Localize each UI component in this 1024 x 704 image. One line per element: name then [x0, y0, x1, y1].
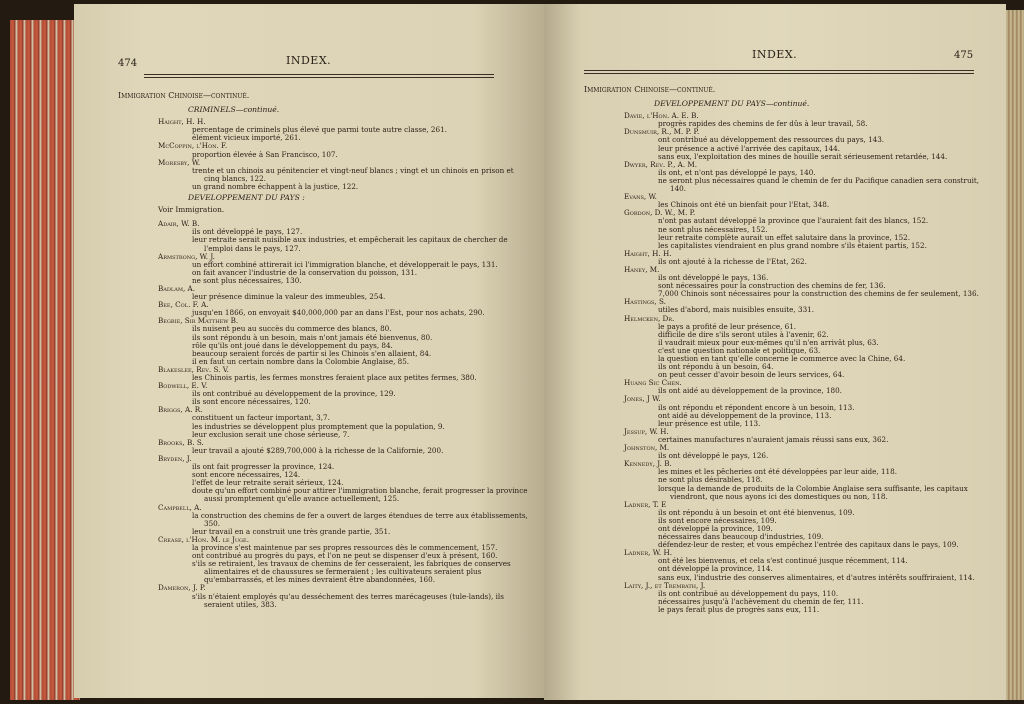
entry-line: ils ont contribué au développement du pays, 110. [658, 588, 839, 598]
entry-name: Dwyer, Rev. P., A. M. [624, 159, 698, 169]
entry-line: il en faut un certain nombre dans la Colombie Anglaise, 85. [192, 356, 410, 366]
entry-line: la construction des chemins de fer a ouvert de larges étendues de terre aux établissements, 350. [192, 510, 528, 528]
entry-name: Bryden, J. [158, 453, 192, 463]
entry-line: ils ont contribué au développement de la province, 129. [192, 389, 396, 399]
entry-line: les industries se développent plus promptement que la population, 9. [192, 421, 445, 431]
entry-name: Ladner, T. E [624, 499, 667, 509]
entry-line: il vaudrait mieux pour eux-mêmes qu'il n'en arrivât plus, 63. [658, 337, 879, 347]
index-entry [624, 193, 996, 209]
page-number: 475 [954, 50, 974, 61]
entry-line: les Chinois partis, les fermes monstres feraient place aux petites fermes, 380. [192, 373, 477, 382]
entry-line: ils nuisent peu au succès du commerce des blancs, 80. [192, 324, 392, 334]
entry-line: on peut cesser d'avoir besoin de leurs services, 64. [658, 370, 845, 380]
entry-name: Davie, l'Hon. A. E. B. [624, 111, 699, 121]
entry-line: ne seront plus nécessaires quand le chemin de fer du Pacifique canadien sera construit, 140. [658, 175, 980, 194]
entry-line: c'est une question nationale et politique, 63. [658, 345, 821, 355]
entry-line: leur présence diminue la valeur des immeubles, 254. [192, 292, 386, 302]
index-entry [624, 460, 996, 500]
index-entry [158, 220, 530, 252]
section-heading: Immigration Chinoise—continué. [584, 85, 716, 94]
entry-line: percentage de criminels plus élevé que parmi toute autre classe, 261. [192, 125, 447, 135]
entry-line: ont été les bienvenus, et cela s'est continué jusque récemment, 114. [658, 556, 908, 566]
entry-line: ils sont encore nécessaires, 109. [658, 515, 777, 525]
index-entry [158, 439, 530, 455]
entry-line: leur exclusion serait une chose sérieuse, 7. [192, 429, 350, 439]
index-entry [158, 382, 530, 406]
index-entry [158, 536, 530, 585]
entry-line: proportion élevée à San Francisco, 107. [192, 149, 338, 159]
index-entry [624, 501, 996, 550]
index-content [584, 86, 996, 614]
entry-name: Badlam, A. [158, 283, 195, 293]
entry-name: Haney, M. [624, 264, 660, 274]
index-entry [158, 406, 530, 438]
entry-line: constituent un facteur important, 3,7. [192, 413, 330, 423]
index-entry [624, 444, 996, 460]
entry-line: difficile de dire s'ils seront utiles à l'avenir, 62. [658, 329, 829, 339]
index-entry [158, 504, 530, 536]
entry-line: ils ont développé le pays, 136. [658, 273, 769, 283]
entry-line: ont aidé au développement de la province, 113. [658, 410, 832, 420]
entry-name: Haight, H. H. [158, 117, 206, 127]
index-entry [624, 112, 996, 128]
entry-line: lorsque la demande de produits de la Colombie Anglaise sera suffisante, les capitaux viendront, que nous ayons ici des domestiques ou non, 118. [658, 483, 968, 501]
entry-line: leur retraite complète aurait un effet salutaire dans la province, 152. [658, 232, 911, 242]
entry-line: sans eux, l'exploitation des mines de houille serait sérieusement retardée, 144. [658, 151, 948, 161]
entry-name: Hastings, S. [624, 297, 666, 307]
header-rule [144, 74, 494, 78]
entry-line: ne sont plus nécessaires, 130. [192, 275, 302, 285]
entry-name: McCoppin, l'Hon. F. [158, 141, 228, 151]
entry-name: Brooks, B. S. [158, 437, 204, 447]
entry-name: Dunsmuir, R., M. P. P. [624, 127, 700, 137]
index-entry [158, 584, 530, 608]
right-page [544, 4, 1006, 700]
index-entry [158, 366, 530, 382]
running-header: INDEX. [286, 54, 332, 67]
index-entry [624, 298, 996, 314]
entry-line: nécessaires jusqu'à l'achèvement du chemin de fer, 111. [658, 596, 864, 606]
index-entry [624, 549, 996, 581]
entry-line: rôle qu'ils ont joué dans le développement du pays, 84. [192, 340, 393, 350]
index-entry [158, 118, 530, 142]
index-entry [624, 209, 996, 249]
entry-name: Kennedy, J. B. [624, 459, 672, 469]
index-entry [624, 428, 996, 444]
entry-name: Crease, l'Hon. M. le Juge. [158, 534, 249, 544]
entry-line: utiles d'abord, mais nuisibles ensuite, 331. [658, 305, 814, 315]
entry-name: Gordon, D. W., M. P. [624, 208, 696, 218]
index-entry [624, 315, 996, 380]
index-content [118, 92, 530, 609]
entry-line: s'ils n'étaient employés qu'au desséchement des terres marécageuses (tule-lands), ils seraient utiles, 383. [192, 591, 504, 609]
entry-name: Jessup, W. H. [624, 426, 669, 436]
entry-line: ils ont fait progresser la province, 124. [192, 462, 335, 472]
entry-name: Laity, J., et Trembath, J. [624, 580, 706, 590]
entry-line: certaines manufactures n'auraient jamais réussi sans eux, 362. [658, 434, 889, 444]
subheading: DEVELOPPEMENT DU PAYS—continué. [654, 99, 810, 109]
entry-line: ils ont développé le pays, 127. [192, 227, 303, 237]
entry-name: Blakeslee, Rev. S. V. [158, 364, 229, 374]
left-page [74, 4, 544, 698]
entry-line: n'ont pas autant développé la province que l'auraient fait des blancs, 152. [658, 216, 929, 226]
entry-line: ils sont encore nécessaires, 120. [192, 397, 311, 407]
index-entry [624, 128, 996, 160]
entry-line: leur retraite serait nuisible aux industries, et empêcherait les capitaux de chercher de l'emploi dans le pays, 127. [192, 235, 508, 253]
entry-line: un grand nombre échappent à la justice, 122. [192, 181, 359, 191]
entry-name: Briggs, A. R. [158, 405, 203, 415]
entry-line: les Chinois ont été un bienfait pour l'Etat, 348. [658, 200, 830, 210]
entry-line: sans eux, l'industrie des conserves alimentaires, et d'autres intérêts souffriraient, 114. [658, 572, 975, 582]
entry-line: trente et un chinois au pénitencier et vingt-neuf blancs ; vingt et un chinois en prison et cinq blancs, 122. [192, 165, 514, 183]
index-entry [624, 582, 996, 614]
entry-name: Begbie, Sir Matthew B. [158, 316, 239, 326]
entry-line: leur présence a activé l'arrivée des capitaux, 144. [658, 143, 841, 153]
subheading: DEVELOPPEMENT DU PAYS : [188, 193, 305, 203]
entry-line: on fait avancer l'industrie de la conservation du poisson, 131. [192, 267, 417, 277]
page-edges-left [10, 20, 80, 700]
entry-line: ils ont répondu à un besoin, 64. [658, 362, 774, 372]
entry-name: Armstrong, W. J. [158, 251, 215, 261]
entry-line: progrès rapides des chemins de fer dûs à leur travail, 58. [658, 119, 868, 129]
entry-name: Johnston, M. [624, 443, 670, 453]
running-header: INDEX. [752, 48, 798, 61]
entry-name: Bee, Col. F. A. [158, 300, 209, 310]
entry-line: défendez-leur de rester, et vous empêchez l'entrée des capitaux dans le pays, 109. [658, 540, 959, 550]
entry-line: sont encore nécessaires, 124. [192, 470, 301, 480]
entry-line: ont développé la province, 109. [658, 523, 773, 533]
index-entry [624, 379, 996, 395]
entry-line: élément vicieux importé, 261. [192, 133, 301, 143]
entry-line: ils sont répondu à un besoin, mais n'ont jamais été bienvenus, 80. [192, 332, 433, 342]
entry-line: ils ont ajouté à la richesse de l'Etat, 262. [658, 256, 807, 266]
entry-line: s'ils se retiraient, les travaux de chemins de fer cesseraient, les fabriques de conserves alimentaires et de chaussures se fermeraient ; les cultivateurs seraient plus qu'embarrassés, et les mines devraient être abandonnées, 160. [192, 559, 511, 585]
index-entry [624, 250, 996, 266]
entry-line: ont contribué au développement des ressources du pays, 143. [658, 135, 885, 145]
entry-line: un effort combiné attirerait ici l'immigration blanche, et développerait le pays, 131. [192, 259, 498, 269]
entry-line: doute qu'un effort combiné pour attirer l'immigration blanche, ferait progresser la province aussi promptement qu'elle avance actuellement, 125. [192, 486, 528, 504]
entry-line: l'effet de leur retraite serait sérieux, 124. [192, 478, 344, 488]
entry-line: leur présence est utile, 113. [658, 418, 761, 428]
entry-line: leur travail en a construit une très grande partie, 351. [192, 526, 391, 536]
entry-name: Jones, J W. [624, 394, 661, 404]
entry-line: ne sont plus désirables, 118. [658, 475, 763, 485]
entry-line: ils ont aidé au développement de la province, 180. [658, 386, 842, 396]
entry-line: sont nécessaires pour la construction des chemins de fer, 136. [658, 281, 886, 291]
index-entry [158, 142, 530, 158]
entry-name: Moresby, W. [158, 157, 201, 167]
entry-line: beaucoup seraient forcés de partir si les Chinois s'en allaient, 84. [192, 348, 432, 358]
entry-name: Haight, H. H. [624, 248, 672, 258]
index-entry [158, 159, 530, 191]
entry-name: Evans, W. [624, 192, 657, 202]
entry-line: ils ont, et n'ont pas développé le pays, 140. [658, 167, 816, 177]
entry-line: 7,000 Chinois sont nécessaires pour la construction des chemins de fer seulement, 136. [658, 289, 979, 299]
see-also: Voir Immigration. [158, 205, 225, 215]
entry-name: Campbell, A. [158, 502, 202, 512]
subheading: CRIMINELS—continué. [188, 105, 280, 115]
entry-line: ils ont développé le pays, 126. [658, 451, 769, 461]
entry-line: la question en tant qu'elle concerne le commerce avec la Chine, 64. [658, 354, 906, 363]
index-entry [158, 301, 530, 317]
entry-name: Adair, W. B. [158, 219, 200, 229]
header-rule [584, 70, 974, 74]
entry-line: ont contribué au progrès du pays, et l'on ne peut se dispenser d'eux à présent, 160. [192, 551, 498, 561]
entry-line: le pays a profité de leur présence, 61. [658, 321, 797, 331]
index-entry [158, 317, 530, 366]
entry-line: le pays ferait plus de progrès sans eux, 111. [658, 604, 820, 614]
entry-name: Ladner, W. H. [624, 548, 673, 558]
entry-line: ont développé la province, 114. [658, 564, 773, 574]
entry-name: Helmcken, Dr. [624, 313, 675, 323]
entry-line: jusqu'en 1866, on envoyait $40,000,000 par an dans l'Est, pour nos achats, 290. [192, 308, 485, 318]
entry-line: ils ont répondu à un besoin et ont été bienvenus, 109. [658, 507, 855, 517]
section-heading: Immigration Chinoise—continué. [118, 91, 250, 100]
index-entry [158, 253, 530, 285]
entry-line: les capitalistes viendraient en plus grand nombre s'ils étaient partis, 152. [658, 240, 927, 250]
index-entry [158, 285, 530, 301]
entry-name: Dameron, J. P. [158, 583, 206, 593]
entry-name: Huang Sic Chen. [624, 378, 682, 388]
index-entry [624, 161, 996, 193]
index-entry [158, 455, 530, 504]
entry-line: leur travail a ajouté $289,700,000 à la richesse de la Californie, 200. [192, 445, 444, 455]
index-entry [624, 395, 996, 427]
entry-line: ne sont plus nécessaires, 152. [658, 224, 768, 234]
entry-line: ils ont répondu et répondent encore à un besoin, 113. [658, 402, 855, 412]
entry-name: Bodwell, E. V. [158, 381, 208, 391]
entry-line: les mines et les pêcheries ont été développées par leur aide, 118. [658, 467, 897, 477]
entry-line: nécessaires dans beaucoup d'industries, 109. [658, 532, 824, 542]
index-entry [624, 266, 996, 298]
entry-line: la province s'est maintenue par ses propres ressources dès le commencement, 157. [192, 542, 498, 552]
page-number: 474 [118, 58, 138, 69]
